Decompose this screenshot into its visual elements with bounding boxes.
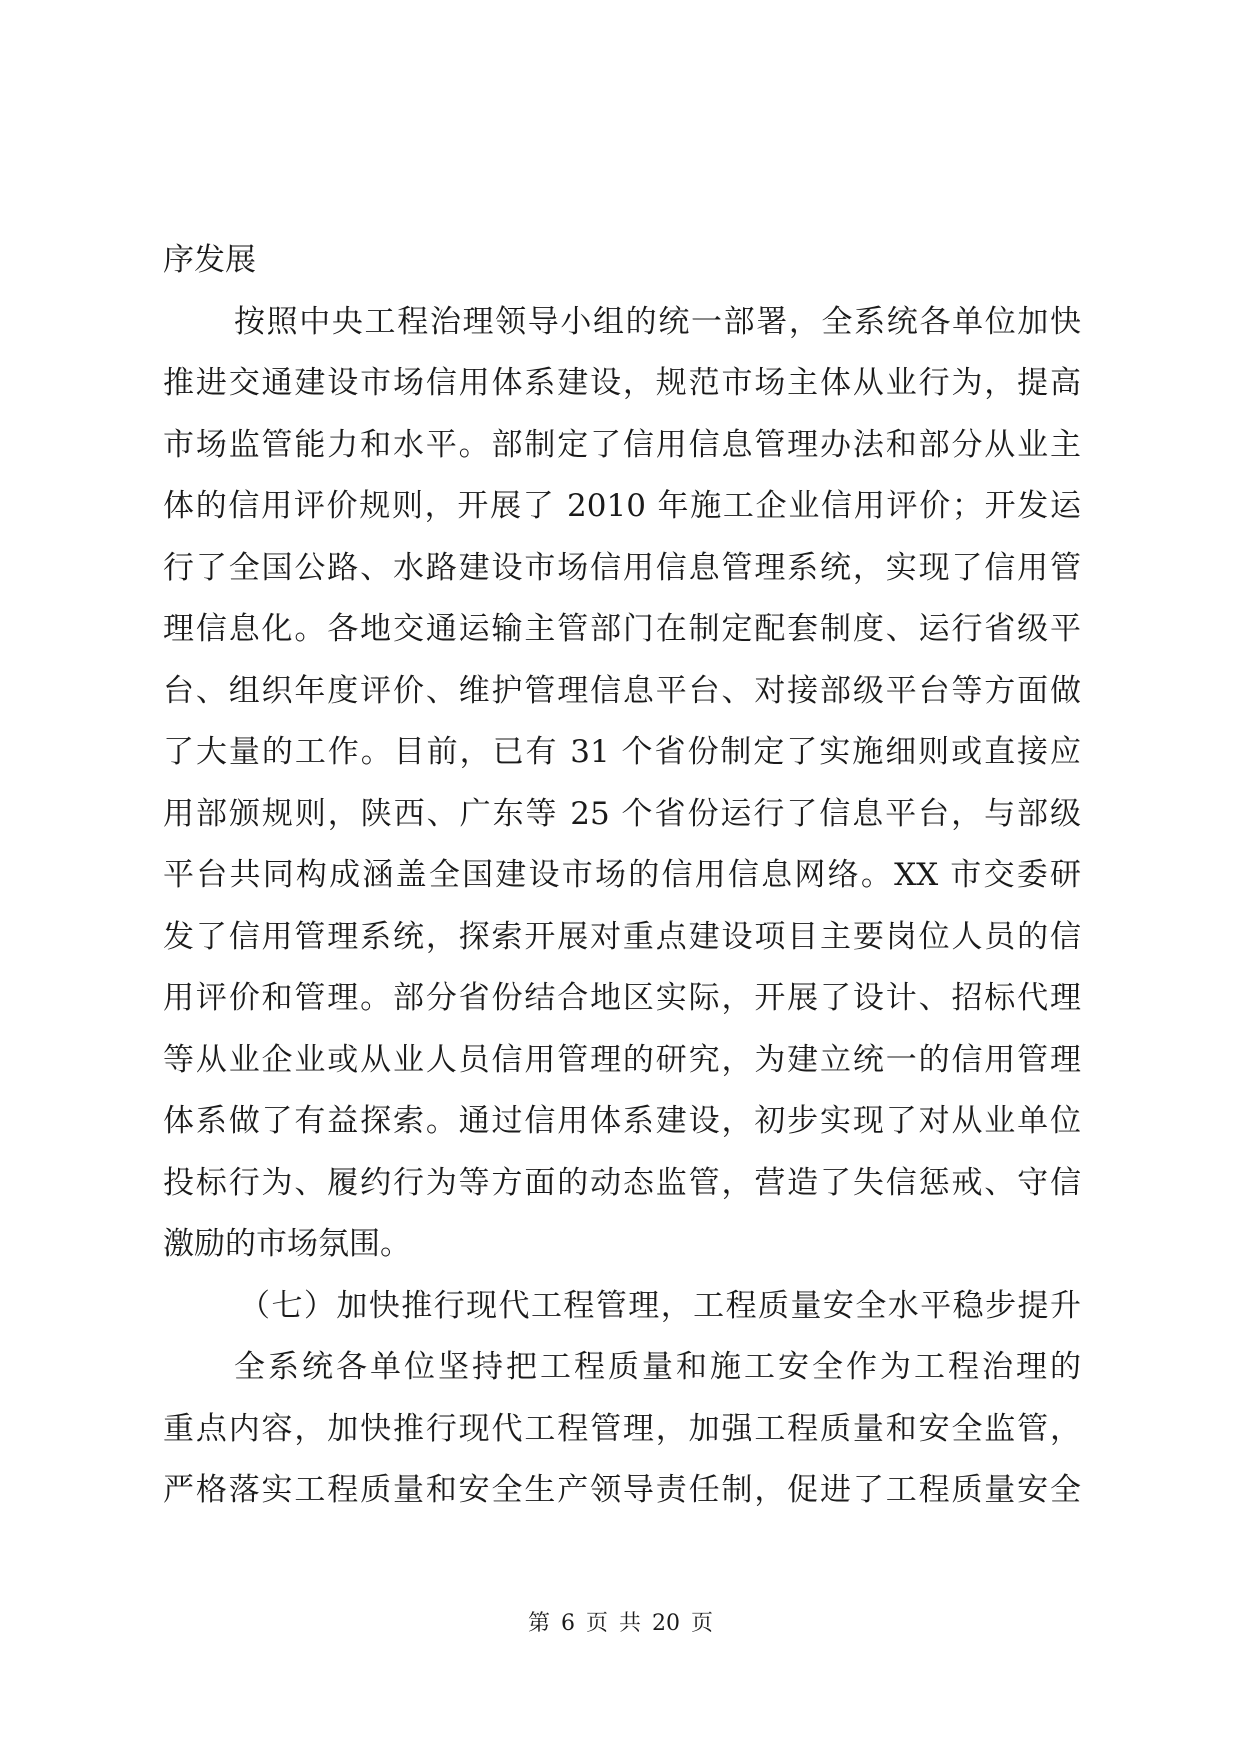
text-line: 重点内容，加快推行现代工程管理，加强工程质量和安全监管，	[163, 1410, 1081, 1447]
paragraph-start-line: 按照中央工程治理领导小组的统一部署，全系统各单位加快	[234, 303, 1081, 340]
text-line: 了大量的工作。目前，已有 31 个省份制定了实施细则或直接应	[163, 734, 1081, 770]
text-line: 平台共同构成涵盖全国建设市场的信用信息网络。XX 市交委研	[163, 857, 1081, 893]
text-line: 推进交通建设市场信用体系建设，规范市场主体从业行为，提高	[163, 365, 1081, 401]
section-heading: （七）加快推行现代工程管理，工程质量安全水平稳步提升	[239, 1287, 1081, 1324]
text-line: 用部颁规则，陕西、广东等 25 个省份运行了信息平台，与部级	[163, 795, 1081, 832]
text-line: 用评价和管理。部分省份结合地区实际，开展了设计、招标代理	[163, 980, 1081, 1016]
text-line: 激励的市场氛围。	[163, 1226, 411, 1262]
text-line: 体系做了有益探索。通过信用体系建设，初步实现了对从业单位	[163, 1103, 1081, 1139]
text-line: 投标行为、履约行为等方面的动态监管，营造了失信惩戒、守信	[163, 1164, 1081, 1201]
text-line: 台、组织年度评价、维护管理信息平台、对接部级平台等方面做	[163, 672, 1081, 709]
text-line: 发了信用管理系统，探索开展对重点建设项目主要岗位人员的信	[163, 918, 1081, 955]
text-line: 行了全国公路、水路建设市场信用信息管理系统，实现了信用管	[163, 549, 1081, 586]
text-line: 体的信用评价规则，开展了 2010 年施工企业信用评价；开发运	[163, 488, 1081, 524]
text-line: 序发展	[163, 242, 256, 278]
paragraph-start-line: 全系统各单位坚持把工程质量和施工安全作为工程治理的	[234, 1349, 1081, 1385]
text-line: 市场监管能力和水平。部制定了信用信息管理办法和部分从业主	[163, 426, 1081, 463]
page-number-footer: 第 6 页 共 20 页	[528, 1611, 713, 1636]
text-line: 严格落实工程质量和安全生产领导责任制，促进了工程质量安全	[163, 1472, 1081, 1508]
document-body	[163, 230, 1081, 1522]
text-line: 等从业企业或从业人员信用管理的研究，为建立统一的信用管理	[163, 1041, 1081, 1078]
text-line: 理信息化。各地交通运输主管部门在制定配套制度、运行省级平	[163, 611, 1081, 647]
